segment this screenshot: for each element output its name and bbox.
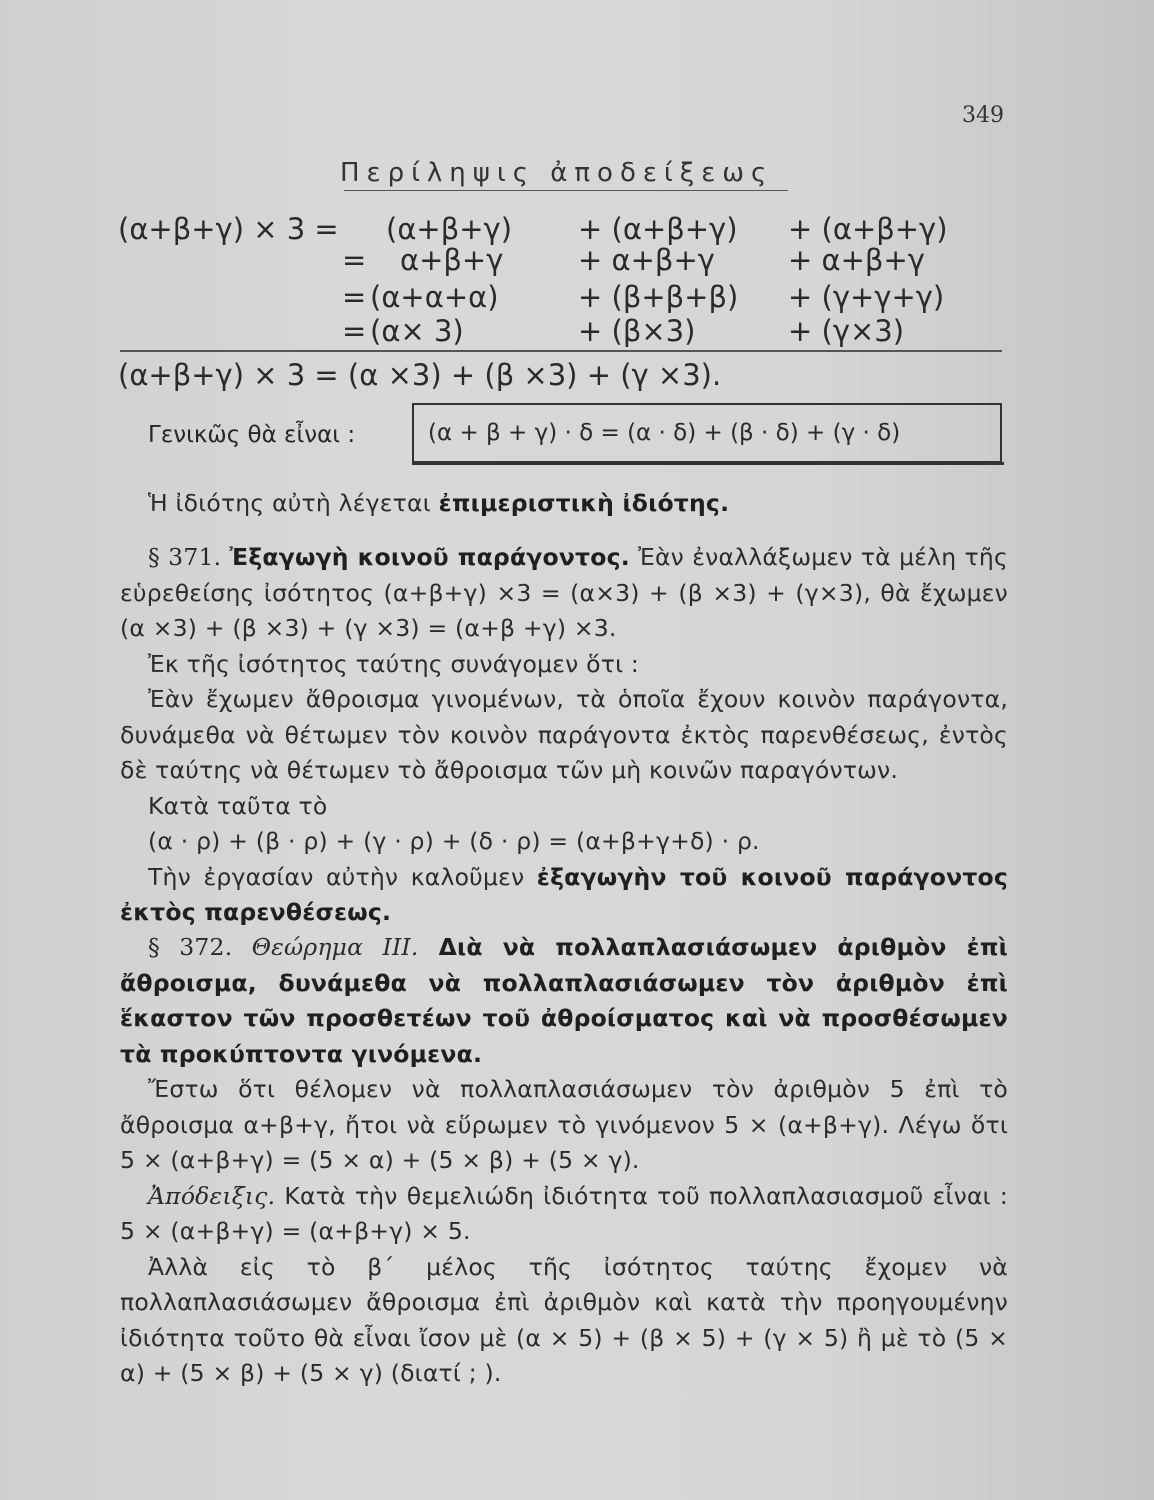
property-paragraph xyxy=(120,486,1008,522)
section-372-number: § 372. xyxy=(148,933,252,961)
proof-row-3-col3: + (γ+γ+γ) xyxy=(788,280,945,314)
proof-row-4-col1: (α× 3) xyxy=(370,314,464,348)
section-372-p2: Κατὰ τὴν θεμελιώδη ἰδιότητα τοῦ πολλαπλασιασμοῦ εἶναι : 5 × (α+β+γ) = (α+β+γ) × 5. xyxy=(120,1181,1008,1245)
proof-divider xyxy=(120,350,1002,352)
proof-row-3-col2: + (β+β+β) xyxy=(578,280,739,314)
section-371-p4: Κατὰ ταῦτα τὸ xyxy=(148,791,328,820)
section-371-number: § 371. xyxy=(148,543,230,571)
formula-box-shadow xyxy=(412,462,1004,465)
proof-row-3-lhs: = xyxy=(342,280,367,314)
proof-row-1-col1: (α+β+γ) xyxy=(386,212,513,246)
proof-result: (α+β+γ) × 3 = (α ×3) + (β ×3) + (γ ×3). xyxy=(118,358,722,392)
proof-row-2-lhs: = xyxy=(342,243,367,277)
proof-row-2-col1: α+β+γ xyxy=(400,243,504,277)
proof-row-4-lhs: = xyxy=(342,314,367,348)
section-372-theorem: Θεώρημα III. xyxy=(251,933,419,961)
property-name: ἐπιμεριστικὴ ἰδιότης. xyxy=(438,489,730,517)
section-371 xyxy=(120,540,1008,931)
section-371-title: Ἐξαγωγὴ κοινοῦ παράγοντος. xyxy=(229,543,630,571)
page-number: 349 xyxy=(962,103,1004,128)
proof-row-3-col1: (α+α+α) xyxy=(370,280,499,314)
section-372-proof-label: Ἀπόδειξις. xyxy=(148,1181,276,1210)
proof-row-2-col3: + α+β+γ xyxy=(788,243,925,277)
general-formula-box xyxy=(412,403,1002,463)
general-formula: (α + β + γ) · δ = (α · δ) + (β · δ) + (γ · δ) xyxy=(428,420,901,446)
section-371-p6a: Τὴν ἐργασίαν αὐτὴν καλοῦμεν xyxy=(148,862,537,891)
section-371-p2: Ἐκ τῆς ἰσότητος ταύτης συνάγομεν ὅτι : xyxy=(148,649,640,678)
proof-row-1-col3: + (α+β+γ) xyxy=(788,212,948,246)
proof-row-1-lhs: (α+β+γ) × 3 = xyxy=(118,212,339,246)
section-371-p3: Ἐὰν ἔχωμεν ἄθροισμα γινομένων, τὰ ὁποῖα ἔχουν κοινὸν παράγοντα, δυνάμεθα νὰ θέτωμεν τὸν κοινὸν παράγοντα ἐκτὸς παρενθέσεως, ἐντὸς δὲ ταύτης νὰ θέτωμεν τὸ ἄθροισμα τῶν μὴ κοινῶν παραγόντων. xyxy=(120,685,1008,784)
proof-row-4-col3: + (γ×3) xyxy=(788,314,905,348)
property-text: Ἡ ἰδιότης αὐτὴ λέγεται xyxy=(148,489,439,517)
general-label: Γενικῶς θὰ εἶναι : xyxy=(148,422,356,448)
title-underline xyxy=(344,190,788,191)
proof-row-4-col2: + (β×3) xyxy=(578,314,696,348)
section-371-p1: Ἐὰν ἐναλλάξωμεν τὰ μέλη τῆς εὑρεθείσης ἰσότητος (α+β+γ) ×3 = (α×3) + (β ×3) + (γ×3), θὰ ἔχωμεν (α ×3) + (β ×3) + (γ ×3) = (α+β +γ) ×3. xyxy=(120,543,1008,642)
section-372 xyxy=(120,930,1008,1392)
section-372-p3: Ἀλλὰ εἰς τὸ β΄ μέλος τῆς ἰσότητος ταύτης ἔχομεν νὰ πολλαπλασιάσωμεν ἄθροισμα ἐπὶ ἀριθμὸν καὶ κατὰ τὴν προηγουμένην ἰδιότητα τοῦτο θὰ εἶναι ἴσον μὲ (α × 5) + (β × 5) + (γ × 5) ἢ μὲ τὸ (5 × α) + (5 × β) + (5 × γ) (διατί ; ). xyxy=(120,1252,1008,1387)
section-title: Περίληψις ἀποδείξεως xyxy=(340,158,774,188)
proof-row-1-col2: + (α+β+γ) xyxy=(578,212,738,246)
section-371-p5: (α · ρ) + (β · ρ) + (γ · ρ) + (δ · ρ) = (α+β+γ+δ) · ρ. xyxy=(148,827,760,855)
section-372-p1: Ἔστω ὅτι θέλομεν νὰ πολλαπλασιάσωμεν τὸν ἀριθμὸν 5 ἐπὶ τὸ ἄθροισμα α+β+γ, ἤτοι νὰ εὕρωμεν τὸ γινόμενον 5 × (α+β+γ). Λέγω ὅτι 5 × (α+β+γ) = (5 × α) + (5 × β) + (5 × γ). xyxy=(120,1075,1008,1174)
proof-row-2-col2: + α+β+γ xyxy=(578,243,715,277)
section-371-p6b: ἐξαγωγὴν τοῦ κοινοῦ παράγοντος ἐκτὸς παρενθέσεως. xyxy=(120,862,1008,926)
section-372-statement: Διὰ νὰ πολλαπλασιάσωμεν ἀριθμὸν ἐπὶ ἄθροισμα, δυνάμεθα νὰ πολλαπλασιάσωμεν τὸν ἀριθμὸν ἐπὶ ἕκαστον τῶν προσθετέων τοῦ ἀθροίσματος καὶ νὰ προσθέσωμεν τὰ προκύπτοντα γινόμενα. xyxy=(120,933,1008,1068)
